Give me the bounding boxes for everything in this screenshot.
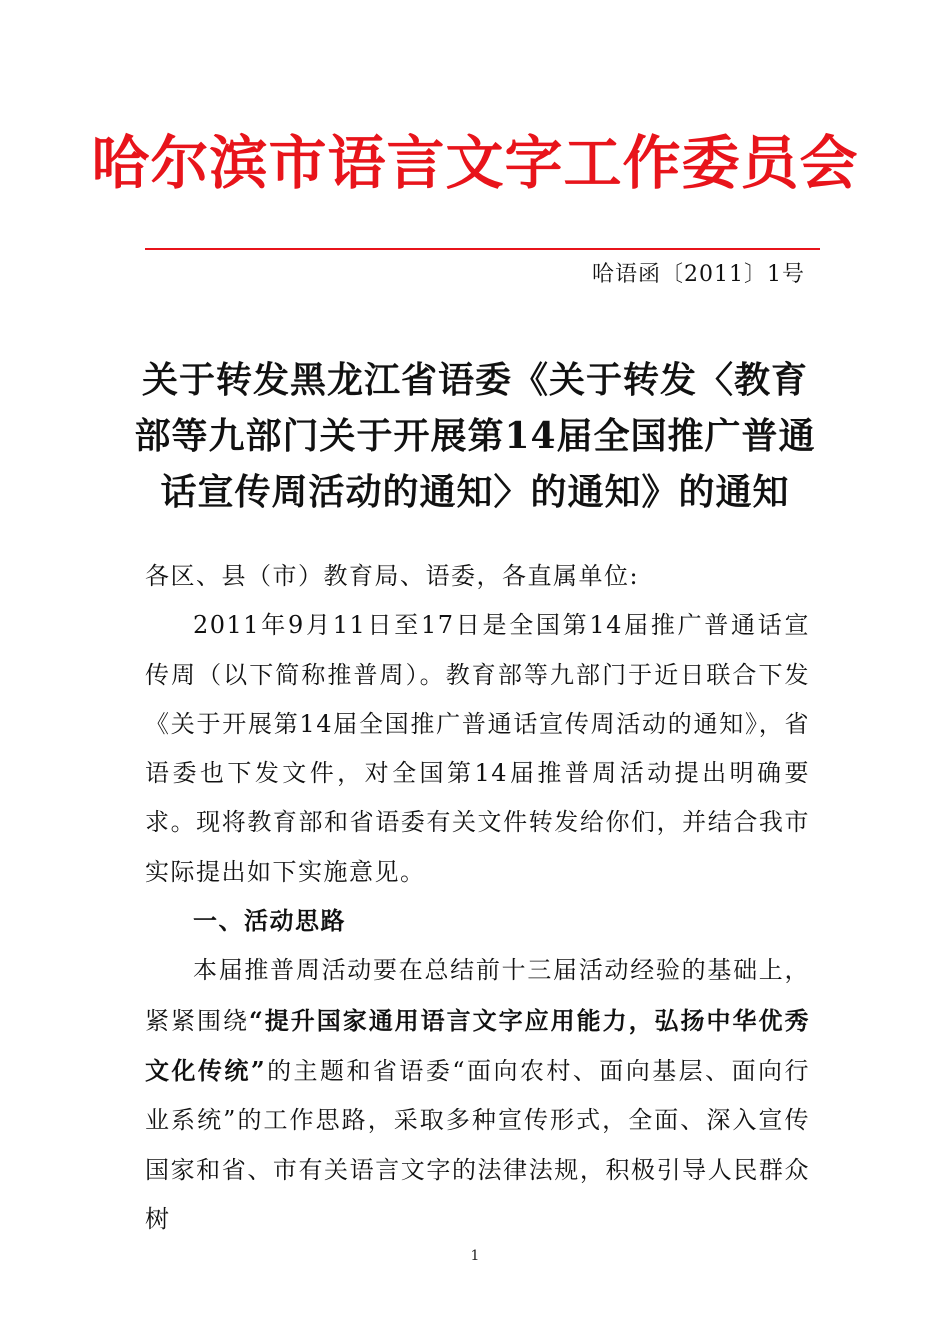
paragraph-2-theme: “提升国家通用语言文字应用能力，弘扬中华优秀文化传统” xyxy=(145,1005,810,1085)
document-title: 关于转发黑龙江省语委《关于转发〈教育部等九部门关于开展第14届全国推广普通话宣传周活动的通知〉的通知》的通知 xyxy=(134,359,816,513)
salutation: 各区、县（市）教育局、语委，各直属单位: xyxy=(145,562,640,590)
paragraph-2 xyxy=(145,946,810,1244)
paragraph-2-text-a: 本届推普周活动要在总结前十三届活动经验的基础上，紧紧围绕 xyxy=(145,956,810,1035)
organization-header: 哈尔滨市语言文字工作委员会 xyxy=(91,129,859,197)
header-divider xyxy=(145,248,820,250)
document-number: 哈语函〔2011〕1号 xyxy=(592,262,805,287)
section-heading-1: 一、活动思路 xyxy=(193,907,346,936)
page-number: 1 xyxy=(470,1248,480,1264)
paragraph-2-text-b: 的主题和省语委“面向农村、面向基层、面向行业系统”的工作思路，采取多种宣传形式，全面、深入宣传国家和省、市有关语言文字的法律法规，积极引导人民群众树 xyxy=(145,1056,810,1233)
paragraph-1: 2011年9月11日至17日是全国第14届推广普通话宣传周（以下简称推普周）。教育部等九部门于近日联合下发《关于开展第14届全国推广普通话宣传周活动的通知》，省语委也下发文件，对全国第14届推普周活动提出明确要求。现将教育部和省语委有关文件转发给你们，并结合我市实际提出如下实施意见。 xyxy=(145,611,810,886)
document-body xyxy=(145,552,810,1244)
